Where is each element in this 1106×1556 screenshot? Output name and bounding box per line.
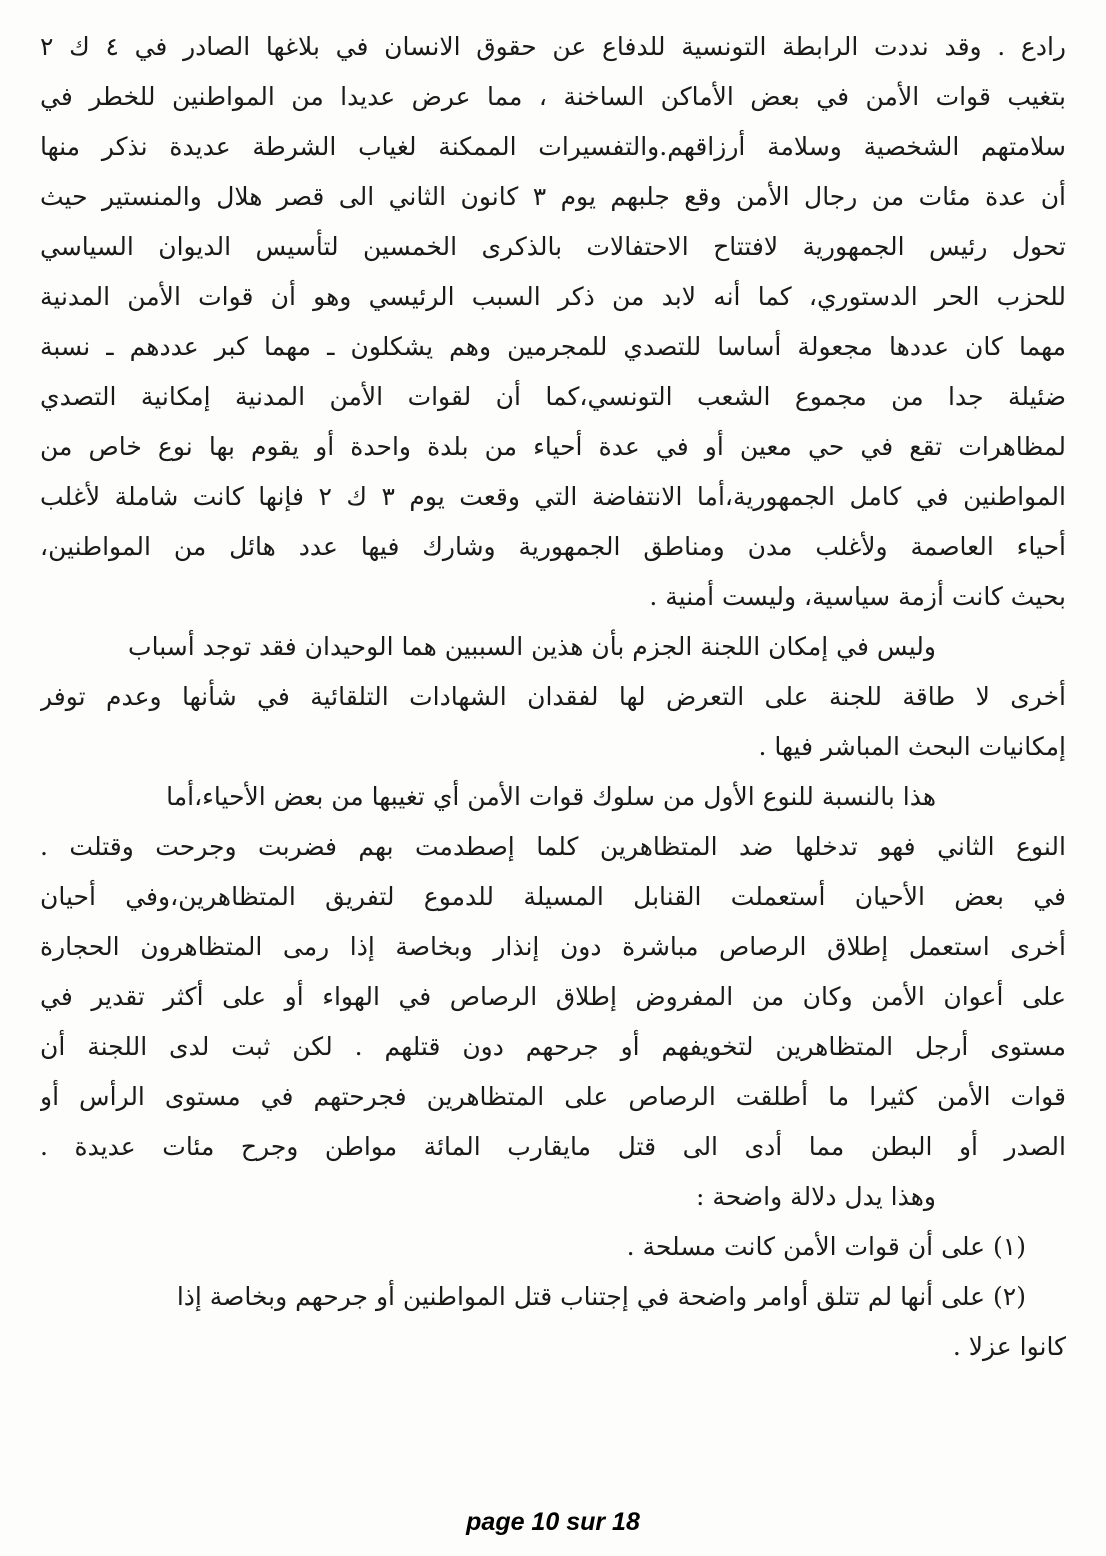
text-line: المواطنين في كامل الجمهورية،أما الانتفاضة التي وقعت يوم ٣ ك ٢ فإنها كانت شاملة لأغلب — [40, 482, 1066, 511]
text-line: أحياء العاصمة ولأغلب مدن ومناطق الجمهورية وشارك فيها عدد هائل من المواطنين، — [40, 532, 1066, 561]
text-line: للحزب الحر الدستوري، كما أنه لابد من ذكر السبب الرئيسي وهو أن قوات الأمن المدنية — [40, 282, 1066, 311]
text-line: مستوى أرجل المتظاهرين لتخويفهم أو جرحهم دون قتلهم . لكن ثبت لدى اللجنة أن — [40, 1032, 1066, 1061]
text-line: كانوا عزلا . — [952, 1332, 1066, 1361]
text-line: أن عدة مئات من رجال الأمن وقع جلبهم يوم ٣ كانون الثاني الى قصر هلال والمنستير حيث — [40, 182, 1066, 211]
page-number-footer: page 10 sur 18 — [466, 1508, 640, 1536]
text-line: لمظاهرات تقع في حي معين أو في عدة أحياء من بلدة واحدة أو يقوم بها نوع خاص من — [40, 432, 1066, 461]
text-line: في بعض الأحيان أستعملت القنابل المسيلة للدموع لتفريق المتظاهرين،وفي أحيان — [40, 882, 1066, 911]
text-line: بتغيب قوات الأمن في بعض الأماكن الساخنة ، مما عرض عديدا من المواطنين للخطر في — [40, 82, 1066, 111]
text-line: الصدر أو البطن مما أدى الى قتل مايقارب المائة مواطن وجرح مئات عديدة . — [40, 1132, 1066, 1161]
text-line: بحيث كانت أزمة سياسية، وليست أمنية . — [649, 582, 1066, 611]
text-line: إمكانيات البحث المباشر فيها . — [758, 732, 1066, 761]
text-line: أخرى لا طاقة للجنة على التعرض لها لفقدان الشهادات التلقائية في شأنها وعدم توفر — [40, 682, 1066, 711]
paragraph-start-line: وليس في إمكان اللجنة الجزم بأن هذين السببين هما الوحيدان فقد توجد أسباب — [128, 632, 936, 661]
list-item-1: (١) على أن قوات الأمن كانت مسلحة . — [626, 1232, 1026, 1261]
list-item-2: (٢) على أنها لم تتلق أوامر واضحة في إجتناب قتل المواطنين أو جرحهم وبخاصة إذا — [176, 1282, 1026, 1311]
paragraph-start-line: هذا بالنسبة للنوع الأول من سلوك قوات الأمن أي تغيبها من بعض الأحياء،أما — [166, 782, 936, 811]
text-line: سلامتهم الشخصية وسلامة أرزاقهم.والتفسيرات الممكنة لغياب الشرطة عديدة نذكر منها — [40, 132, 1066, 161]
text-line: تحول رئيس الجمهورية لافتتاح الاحتفالات بالذكرى الخمسين لتأسيس الديوان السياسي — [40, 232, 1066, 261]
text-line: على أعوان الأمن وكان من المفروض إطلاق الرصاص في الهواء أو على أكثر تقدير في — [40, 982, 1066, 1011]
text-line: مهما كان عددها مجعولة أساسا للتصدي للمجرمين وهم يشكلون ـ مهما كبر عددهم ـ نسبة — [40, 332, 1066, 361]
document-body — [40, 22, 1066, 1372]
text-line: ضئيلة جدا من مجموع الشعب التونسي،كما أن لقوات الأمن المدنية إمكانية التصدي — [40, 382, 1066, 411]
text-line: قوات الأمن كثيرا ما أطلقت الرصاص على المتظاهرين فجرحتهم في مستوى الرأس أو — [40, 1082, 1066, 1111]
text-line: النوع الثاني فهو تدخلها ضد المتظاهرين كلما إصطدمت بهم فضربت وجرحت وقتلت . — [40, 832, 1066, 861]
text-line: رادع . وقد نددت الرابطة التونسية للدفاع عن حقوق الانسان في بلاغها الصادر في ٤ ك ٢ — [40, 32, 1066, 61]
paragraph-start-line: وهذا يدل دلالة واضحة : — [696, 1182, 936, 1211]
text-line: أخرى استعمل إطلاق الرصاص مباشرة دون إنذار وبخاصة إذا رمى المتظاهرون الحجارة — [40, 932, 1066, 961]
